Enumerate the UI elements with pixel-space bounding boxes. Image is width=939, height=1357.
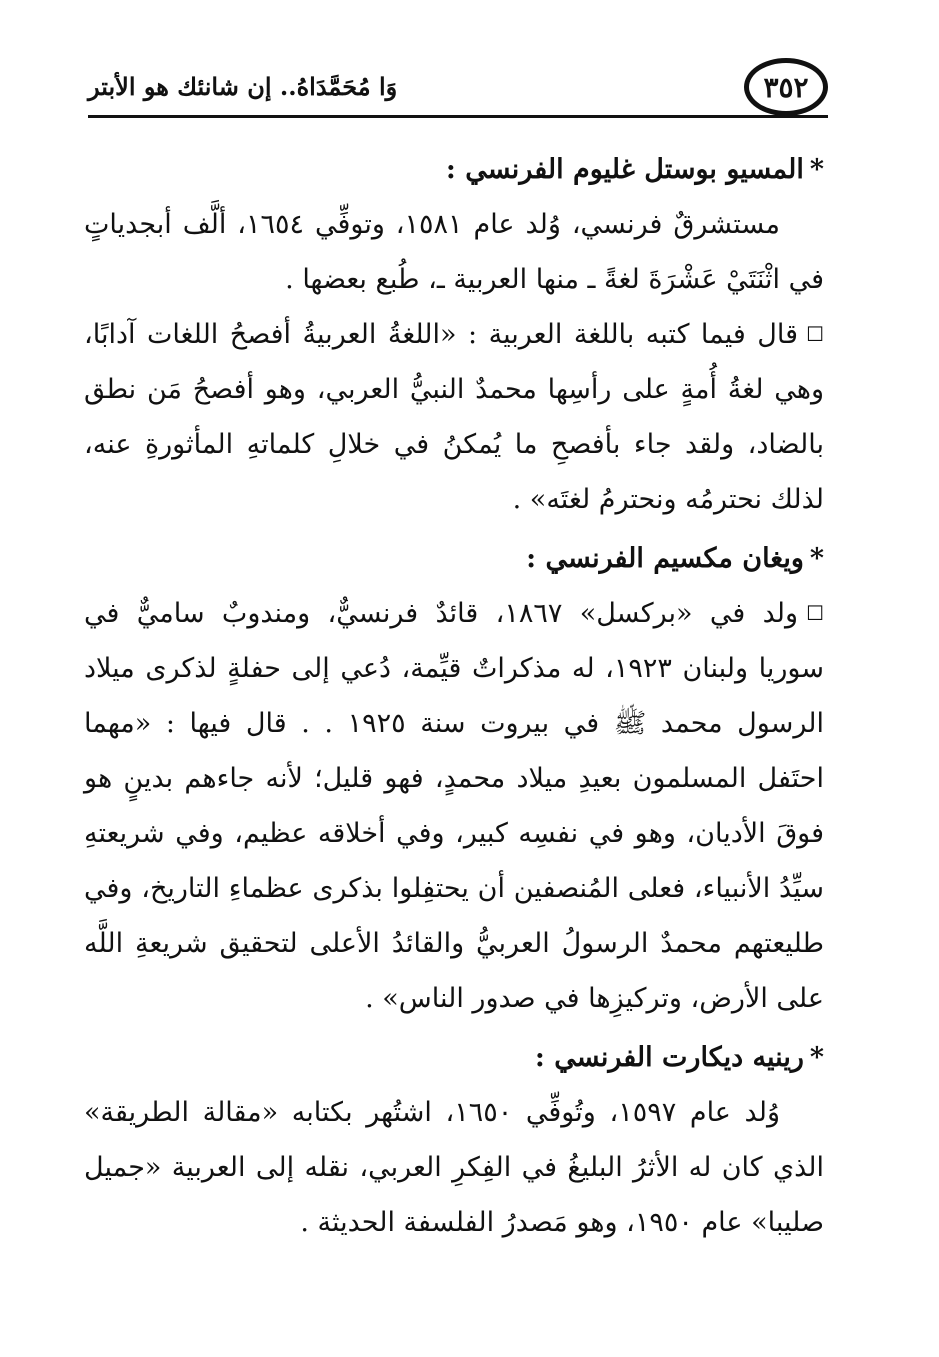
star-marker: * (809, 154, 824, 185)
paragraph (84, 586, 824, 1026)
quote-text: ولد في «بركسل» ١٨٦٧، قائدٌ فرنسيٌّ، ومندوبٌ ساميٌّ في سوريا ولبنان ١٩٢٣، له مذكراتٌ قيِّمة، دُعي إلى حفلةٍ لذكرى ميلاد الرسول محمد ﷺ في بيروت سنة ١٩٢٥ . . قال فيها : «مهما احتَفل المسلمون بعيدِ ميلاد محمدٍ، فهو قليل؛ لأنه جاءهم بدينٍ هو فوقَ الأديان، وهو في نفسِه كبير، وفي أخلاقه عظيم، وفي شريعتهِ سيِّدُ الأنبياء، فعلى المُنصفين أن يحتفِلوا بذكرى عظماءِ التاريخ، وفي طليعتهم محمدٌ الرسولُ العربيُّ والقائدُ الأعلى لتحقيق شريعةِ اللَّه على الأرض، وتركيزِها في صدور الناس» . (84, 598, 824, 1014)
page-body (84, 142, 824, 1250)
page-header (88, 58, 828, 122)
square-bullet-icon: ☐ (806, 322, 824, 346)
heading-text: رينيه ديكارت الفرنسي : (534, 1042, 804, 1073)
quote-text: قال فيما كتبه باللغة العربية : «اللغةُ العربيةُ أفصحُ اللغات آدابًا، وهي لغةُ أُمةٍ على رأسِها محمدٌ النبيُّ العربي، وهو أفصحُ مَن نطق بالضاد، ولقد جاء بأفصحِ ما يُمكنُ في خلالِ كلماتهِ المأثورةِ عنه، لذلك نحترمُه ونحترمُ لغتَه» . (84, 319, 824, 515)
paragraph: وُلد عام ١٥٩٧، وتُوفِّي ١٦٥٠، اشتُهر بكتابه «مقالة الطريقة» الذي كان له الأثرُ البليغُ في الفِكرِ العربي، نقله إلى العربية «جميل صليبا» عام ١٩٥٠، وهو مَصدرُ الفلسفة الحديثة . (84, 1097, 824, 1238)
star-marker: * (809, 543, 824, 574)
running-title: وَا مُحَمَّدَاهُ.. إن شانئك هو الأبتر (88, 72, 398, 101)
section-heading (84, 531, 824, 586)
heading-text: ويغان مكسيم الفرنسي : (526, 543, 804, 574)
section-heading (84, 1030, 824, 1085)
paragraph (84, 307, 824, 527)
square-bullet-icon: ☐ (806, 601, 825, 625)
star-marker: * (809, 1042, 824, 1073)
header-divider (88, 115, 828, 118)
paragraph: مستشرقٌ فرنسي، وُلد عام ١٥٨١، وتوفِّي ١٦٥٤، ألَّف أبجدياتٍ في اثْنَتَيْ عَشْرَةَ لغةً ـ منها العربية ـ، طُبع بعضها . (84, 209, 824, 295)
heading-text: المسيو بوستل غليوم الفرنسي : (445, 154, 804, 185)
section-heading (84, 142, 824, 197)
page-number: ٣٥٢ (744, 58, 828, 116)
